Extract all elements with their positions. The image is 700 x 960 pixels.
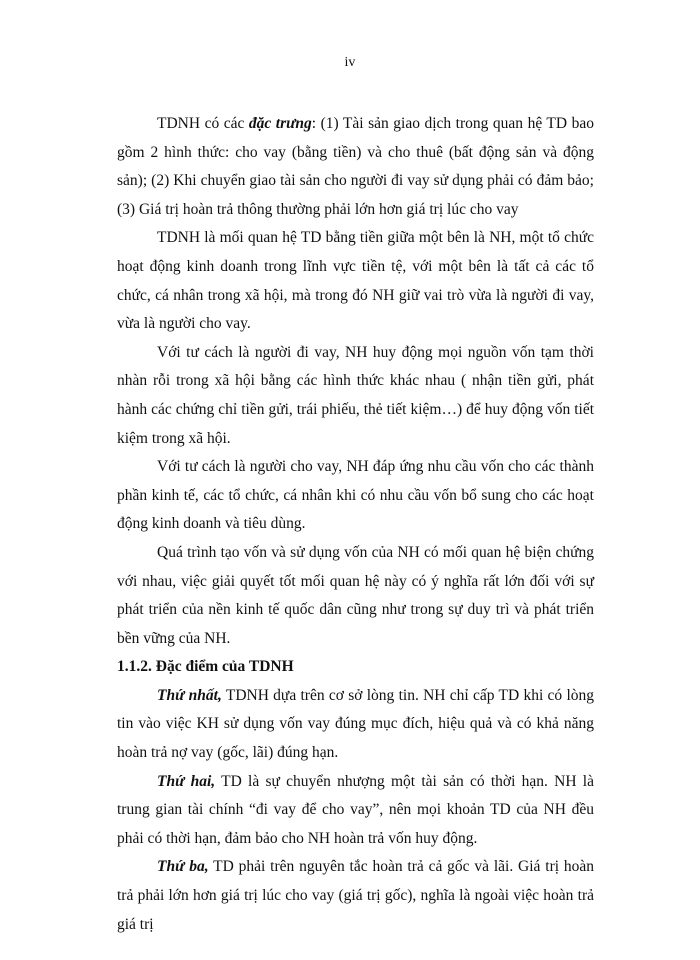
paragraph-feature-second: [117, 768, 594, 854]
paragraph-lender-role: Với tư cách là người cho vay, NH đáp ứng nhu cầu vốn cho các thành phần kinh tế, các tổ chức, cá nhân khi có nhu cầu vốn bổ sung cho các hoạt động kinh doanh và tiêu dùng.: [117, 458, 594, 533]
paragraph-text: TD phải trên nguyên tắc hoàn trả cả gốc và lãi. Giá trị hoàn trả phải lớn hơn giá trị lúc cho vay (giá trị gốc), nghĩa là ngoài việc hoàn trả giá trị: [117, 858, 595, 933]
emphasis-term: Thứ hai,: [157, 772, 216, 790]
paragraph-borrower-role: Với tư cách là người đi vay, NH huy động mọi nguồn vốn tạm thời nhàn rỗi trong xã hội bằng các hình thức khác nhau ( nhận tiền gửi, phát hành các chứng chỉ tiền gửi, trái phiếu, thẻ tiết kiệm…) để huy động vốn tiết kiệm trong xã hội.: [117, 343, 594, 447]
paragraph-feature-first: [117, 682, 594, 768]
page-number: iv: [344, 55, 356, 70]
paragraph-capital-relation: Quá trình tạo vốn và sử dụng vốn của NH có mối quan hệ biện chứng với nhau, việc giải quyết tốt mối quan hệ này có ý nghĩa rất lớn đối với sự phát triển của nền kinh tế quốc dân cũng như trong sự duy trì và phát triển bền vững của NH.: [117, 543, 594, 647]
paragraph-feature-third: [117, 853, 594, 939]
paragraph-characteristics: [117, 110, 594, 224]
paragraph-text: TD là sự chuyển nhượng một tài sản có thời hạn. NH là trung gian tài chính “đi vay để cho vay”, nên mọi khoản TD của NH đều phải có thời hạn, đảm bảo cho NH hoàn trả vốn huy động.: [117, 772, 594, 847]
emphasis-term: Thứ ba,: [157, 858, 209, 876]
section-heading: 1.1.2. Đặc điểm của TDNH: [117, 658, 294, 676]
document-body: [117, 110, 594, 939]
emphasis-term: Thứ nhất,: [157, 686, 222, 704]
paragraph-text: TDNH dựa trên cơ sở lòng tin. NH chỉ cấp TD khi có lòng tin vào việc KH sử dụng vốn vay đúng mục đích, hiệu quả và có khả năng hoàn trả nợ vay (gốc, lãi) đúng hạn.: [117, 686, 595, 762]
paragraph-definition: TDNH là mối quan hệ TD bằng tiền giữa một bên là NH, một tổ chức hoạt động kinh doanh trong lĩnh vực tiền tệ, với một bên là tất cả các tổ chức, cá nhân trong xã hội, mà trong đó NH giữ vai trò vừa là người đi vay, vừa là người cho vay.: [117, 229, 594, 333]
paragraph-text: : (1) Tài sản giao dịch trong quan hệ TD bao gồm 2 hình thức: cho vay (bằng tiền) và cho thuê (bất động sản và động sản); (2) Khi chuyển giao tài sản cho người đi vay sử dụng phải có đảm bảo; (3) Giá trị hoàn trả thông thường phải lớn hơn giá trị lúc cho vay: [117, 115, 594, 218]
paragraph-text: TDNH có các: [157, 115, 249, 132]
emphasis-term: đặc trưng: [248, 115, 312, 132]
